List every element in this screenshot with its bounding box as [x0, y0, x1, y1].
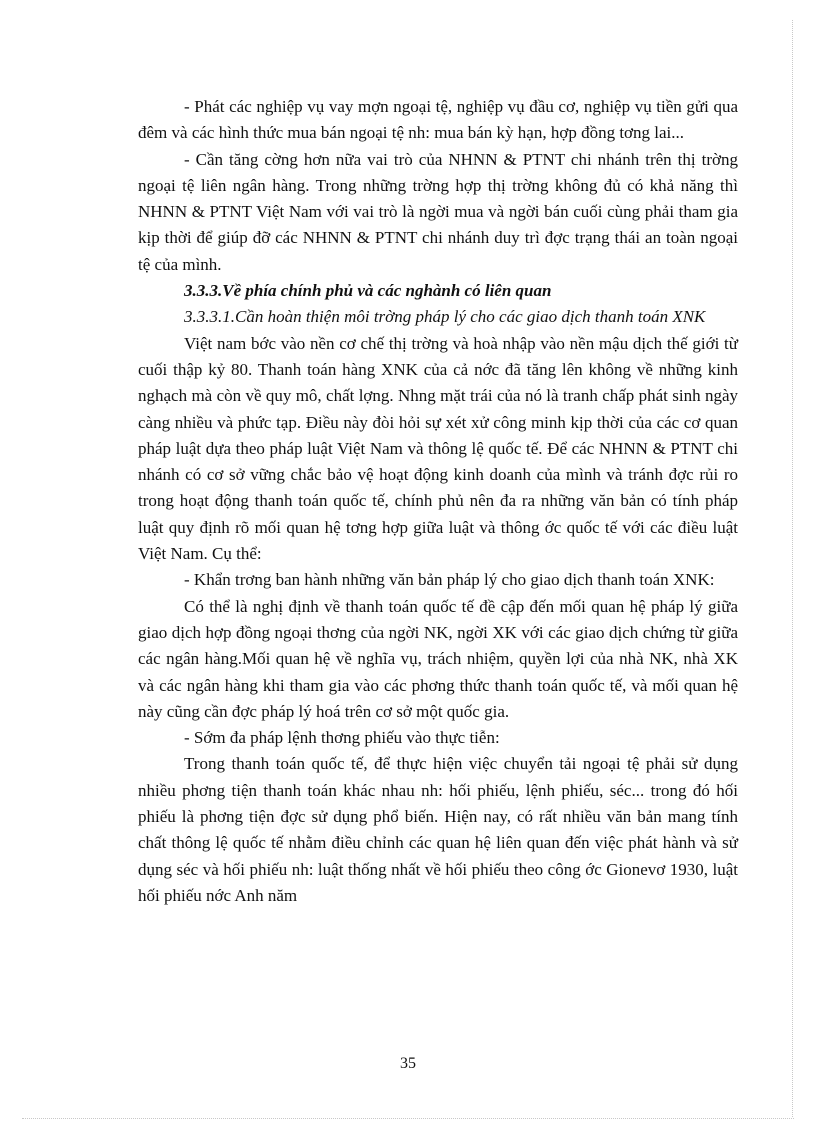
- subsection-heading: 3.3.3.1.Cần hoàn thiện môi trờng pháp lý cho các giao dịch thanh toán XNK: [184, 307, 706, 327]
- page-number: 35: [400, 1055, 416, 1072]
- paragraph-6: - Sớm đa pháp lệnh thơng phiếu vào thực tiễn:: [184, 728, 500, 748]
- paragraph-3: Việt nam bớc vào nền cơ chế thị trờng và hoà nhập vào nền mậu dịch thế giới từ cuối thập kỷ 80. Thanh toán hàng XNK của cả nớc đã tăng lên không về những kinh nghạch mà còn về quy mô, chất lợng. Nhng mặt trái của nó là tranh chấp phát sinh ngày càng nhiều và phức tạp. Điều này đòi hỏi sự xét xử công minh kịp thời của các cơ quan pháp luật dựa theo pháp luật Việt Nam và thông lệ quốc tế. Để các NHNN & PTNT chi nhánh có cơ sở vững chắc bảo vệ hoạt động kinh doanh của mình và tránh đợc rủi ro trong hoạt động thanh toán quốc tế, chính phủ nên đa ra những văn bản có tính pháp luật quy định rõ mối quan hệ tơng hợp giữa luật và thông ớc quốc tế với các điều luật Việt Nam. Cụ thể:: [138, 333, 738, 564]
- paragraph-5: Có thể là nghị định về thanh toán quốc tế đề cập đến mối quan hệ pháp lý giữa giao dịch hợp đồng ngoại thơng của ngời NK, ngời XK với các giao dịch chứng từ giữa các ngân hàng.Mối quan hệ về nghĩa vụ, trách nhiệm, quyền lợi của nhà NK, nhà XK và các ngân hàng khi tham gia vào các phơng thức thanh toán quốc tế, và mối quan hệ này cũng cần đợc pháp lý hoá trên cơ sở một quốc gia.: [138, 596, 738, 721]
- paragraph-4: - Khẩn trơng ban hành những văn bản pháp lý cho giao dịch thanh toán XNK:: [184, 570, 715, 590]
- document-body: [138, 94, 738, 909]
- page-border-right: [792, 20, 793, 1117]
- section-heading: 3.3.3.Về phía chính phủ và các nghành có liên quan: [184, 281, 552, 301]
- paragraph-7: Trong thanh toán quốc tế, để thực hiện việc chuyển tải ngoại tệ phải sử dụng nhiều phơng tiện thanh toán khác nhau nh: hối phiếu, lệnh phiếu, séc... trong đó hối phiếu là phơng tiện đợc sử dụng phổ biến. Hiện nay, có rất nhiều văn bản mang tính chất thông lệ quốc tế nhằm điều chỉnh các quan hệ liên quan đến việc phát hành và sử dụng séc và hối phiếu nh: luật thống nhất về hối phiếu theo công ớc Gionevơ 1930, luật hối phiếu nớc Anh năm: [138, 754, 738, 905]
- paragraph-2: - Cần tăng cờng hơn nữa vai trò của NHNN & PTNT chi nhánh trên thị trờng ngoại tệ liên ngân hàng. Trong những trờng hợp thị trờng không đủ có khả năng thì NHNN & PTNT Việt Nam với vai trò là ngời mua và ngời bán cuối cùng phải tham gia kịp thời để giúp đỡ các NHNN & PTNT chi nhánh duy trì đợc trạng thái an toàn ngoại tệ của mình.: [138, 149, 738, 274]
- paragraph-1: - Phát các nghiệp vụ vay mợn ngoại tệ, nghiệp vụ đầu cơ, nghiệp vụ tiền gửi qua đêm và các hình thức mua bán ngoại tệ nh: mua bán kỳ hạn, hợp đồng tơng lai...: [138, 97, 738, 143]
- page-border-bottom: [22, 1118, 794, 1119]
